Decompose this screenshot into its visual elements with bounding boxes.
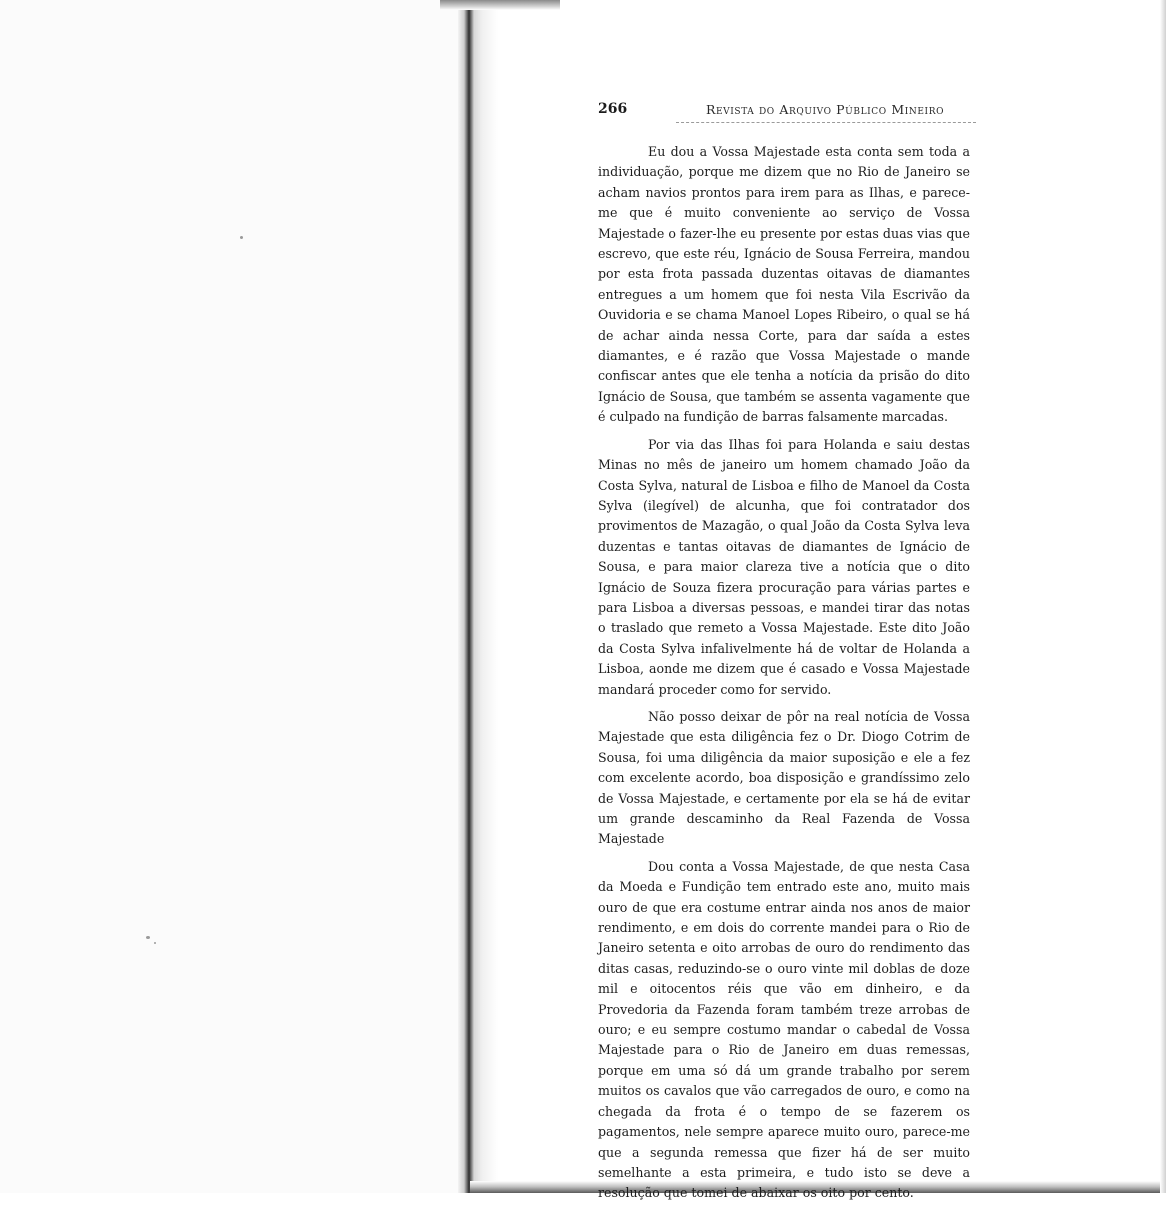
header-rule [676,122,976,123]
page-speck [154,942,156,944]
left-page-blank [0,0,470,1193]
paragraph: Eu dou a Vossa Majestade esta conta sem toda a individuação, porque me dizem que no Rio de Janeiro se acham navios prontos para irem para as Ilhas, e parece-me que é muito conveniente ao serviço de Vossa Majestade o fazer-lhe eu presente por estas duas vias que escrevo, que este réu, Ignácio de Sousa Ferreira, mandou por esta frota passada duzentas oitavas de diamantes entregues a um homem que foi nesta Vila Escrivão da Ouvidoria e se chama Manoel Lopes Ribeiro, o qual se há de achar ainda nessa Corte, para dar saída a estes diamantes, e é razão que Vossa Majestade o mande confiscar antes que ele tenha a notícia da prisão do dito Ignácio de Sousa, que também se assenta vagamente que é culpado na fundição de barras falsamente marcadas. [598,144,970,425]
book-gutter [458,0,498,1193]
running-title: Revista do Arquivo Público Mineiro [706,102,945,117]
page-body [598,142,970,1211]
page-number: 266 [598,101,628,117]
gutter-shadow-top [440,0,560,10]
page-speck [240,236,243,239]
paragraph: Não posso deixar de pôr na real notícia de Vossa Majestade que esta diligência fez o Dr. Diogo Cotrim de Sousa, foi uma diligência da maior suposição e ele a fez com excelente acordo, boa disposição e grandíssimo zelo de Vossa Majestade, e certamente por ela se há de evitar um grande descaminho da Real Fazenda de Vossa Majestade [598,708,970,847]
page-speck [146,936,150,939]
paragraph: Por via das Ilhas foi para Holanda e saiu destas Minas no mês de janeiro um homem chamado João da Costa Sylva, natural de Lisboa e filho de Manoel da Costa Sylva (ilegível) de alcunha, que foi contratador dos provimentos de Mazagão, o qual João da Costa Sylva leva duzentas e tantas oitavas de diamantes de Ignácio de Sousa, e para maior clareza tive a notícia que o dito Ignácio de Souza fizera procuração para várias partes e para Lisboa a diversas pessoas, e mandei tirar das notas o traslado que remeto a Vossa Majestade. Este dito João da Costa Sylva infalivelmente há de voltar de Holanda a Lisboa, aonde me dizem que é casado e Vossa Majestade mandará proceder como for servido. [598,436,970,697]
running-header [598,101,1054,123]
page-right-edge [1160,0,1166,1193]
paragraph: Dou conta a Vossa Majestade, de que nesta Casa da Moeda e Fundição tem entrado este ano, muito mais ouro de que era costume entrar ainda nos anos de maior rendimento, e em dois do corrente mandei para o Rio de Janeiro setenta e oito arrobas de ouro do rendimento das ditas casas, reduzindo-se o ouro vinte mil doblas de doze mil e oitocentos réis que vão em dinheiro, e da Provedoria da Fazenda foram também treze arrobas de ouro; e eu sempre costumo mandar o cabedal de Vossa Majestade para o Rio de Janeiro em duas remessas, porque em uma só dá um grande trabalho por serem muitos os cavalos que vão carregados de ouro, e como na chegada da frota é o tempo de se fazerem os pagamentos, nele sempre aparece muito ouro, parece-me que a segunda remessa que fizer há de ser muito semelhante a esta primeira, e tudo isto se deve a resolução que tomei de abaixar os oito por cento. [598,858,970,1201]
